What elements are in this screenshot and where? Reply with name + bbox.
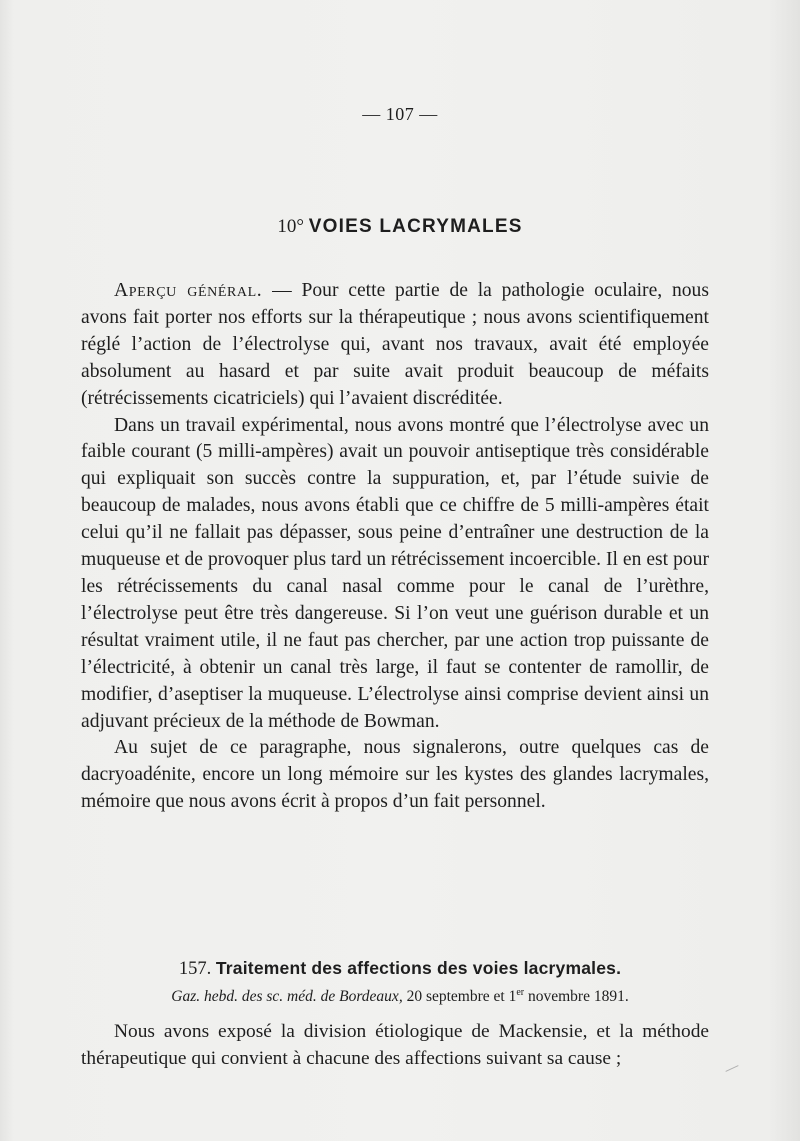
entry-paragraph: Nous avons exposé la division étiologique de Mackensie, et la méthode thérapeutique qui convient à chacune des affections suivant sa cause ; (81, 1021, 709, 1069)
paragraph-1-body: — Pour cette partie de la pathologie oculaire, nous avons fait porter nos efforts sur la thérapeutique ; nous avons scientifiquement réglé l’action de l’électrolyse qui, avant nos travaux, avait été employée absolument au hasard et par suite avait produit beaucoup de méfaits (rétrécissements cicatriciels) qui l’avaient discréditée. (81, 280, 709, 409)
entry-title: Traitement des affections des voies lacrymales. (215, 958, 622, 978)
section-title: VOIES LACRYMALES (308, 216, 523, 237)
citation-dates-a: 20 septembre et 1 (402, 988, 517, 1006)
citation-dates-b: novembre 1891. (524, 988, 629, 1006)
entry-number: 157. (178, 959, 212, 979)
intro-text-block (81, 278, 709, 816)
entry-citation (0, 987, 800, 1006)
paragraph-apercu (81, 278, 709, 413)
page-number: — 107 — (362, 104, 438, 124)
section-number: 10° (277, 216, 305, 237)
citation-journal: Gaz. hebd. des sc. méd. de Bordeaux, (171, 988, 403, 1006)
citation-superscript: er (516, 987, 525, 998)
entry-heading (0, 958, 800, 980)
paragraph-electrolyse: Dans un travail expérimental, nous avons montré que l’électrolyse avec un faible courant (5 milli-ampères) avait un pouvoir antiseptique très considérable qui expliquait son succès contre la suppuration, et, par l’étude suivie de beaucoup de malades, nous avons établi que ce chiffre de 5 milli-ampères était celui qu’il ne fallait pas dépasser, sous peine d’entraîner une destruction de la muqueuse et de provoquer plus tard un rétrécissement incoercible. Il en est pour les rétrécissements du canal nasal comme pour le canal de l’urèthre, l’électrolyse peut être très dangereuse. Si l’on veut une guérison durable et un résultat vraiment utile, il ne faut pas chercher, par une action trop puissante de l’électricité, à obtenir un canal très large, il faut se contenter de ramollir, de modifier, d’aseptiser la muqueuse. L’électrolyse ainsi comprise devient ainsi un adjuvant précieux de la méthode de Bowman. (81, 414, 709, 732)
paragraph-au-sujet: Au sujet de ce paragraphe, nous signalerons, outre quelques cas de dacryoadénite, encore un long mémoire sur les kystes des glandes lacrymales, mémoire que nous avons écrit à propos d’un fait personnel. (81, 737, 709, 813)
margin-pencil-mark (725, 1065, 738, 1072)
lead-in-apercu-general: Aperçu général. (114, 280, 263, 301)
section-heading (0, 216, 800, 238)
entry-text-block (81, 1019, 709, 1072)
